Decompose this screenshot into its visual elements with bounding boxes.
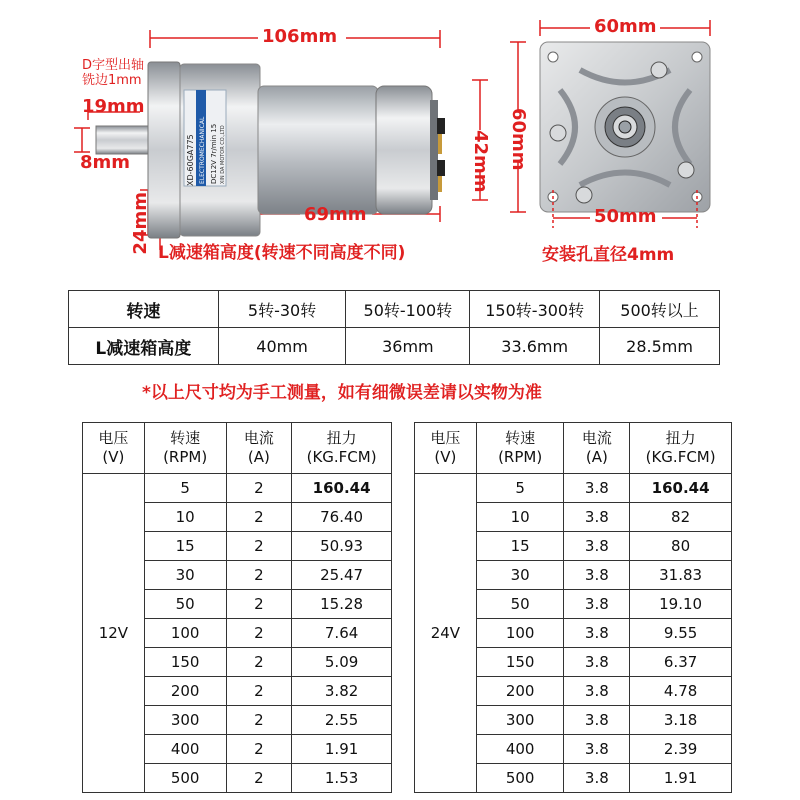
header-speed: 转速 (RPM) (144, 423, 226, 474)
rpm-cell: 10 (476, 503, 564, 532)
rpm-cell: 300 (144, 706, 226, 735)
current-cell: 2 (226, 532, 292, 561)
dim-motor-diameter: 42mm (470, 130, 491, 193)
torque-cell: 2.55 (292, 706, 392, 735)
current-cell: 2 (226, 590, 292, 619)
table-row (69, 291, 720, 328)
current-cell: 2 (226, 706, 292, 735)
current-cell: 3.8 (564, 735, 630, 764)
table-header-row (83, 423, 392, 474)
spec-table-24v (414, 422, 732, 793)
screw-icon (678, 162, 694, 178)
label-model-text: XD-60GA775 (186, 134, 195, 186)
rpm-cell: 50 (144, 590, 226, 619)
torque-cell: 4.78 (630, 677, 732, 706)
current-cell: 2 (226, 561, 292, 590)
rpm-cell: 150 (144, 648, 226, 677)
rpm-cell: 30 (476, 561, 564, 590)
motor-terminal (437, 118, 445, 134)
hole-diameter-note: 安装孔直径4mm (542, 245, 675, 265)
torque-cell: 2.39 (630, 735, 732, 764)
current-cell: 3.8 (564, 706, 630, 735)
rpm-cell: 10 (144, 503, 226, 532)
motor-can (258, 86, 378, 214)
torque-cell: 3.18 (630, 706, 732, 735)
height-cell: 33.6mm (470, 328, 600, 365)
current-cell: 2 (226, 503, 292, 532)
dim-total-length: 106mm (262, 26, 338, 47)
current-cell: 3.8 (564, 474, 630, 503)
shaft-note-line1: D字型出轴 (82, 58, 145, 73)
current-cell: 2 (226, 619, 292, 648)
dim-shaft-diameter: 8mm (80, 152, 131, 173)
dim-motor-length: 69mm (304, 204, 367, 225)
current-cell: 3.8 (564, 677, 630, 706)
dim-plate-width: 60mm (594, 16, 657, 37)
shaft-note (82, 58, 144, 88)
dim-plate-height: 60mm (508, 108, 529, 171)
header-speed: 转速 (RPM) (476, 423, 564, 474)
speed-range-cell: 500转以上 (600, 291, 720, 328)
speed-range-cell: 5转-30转 (218, 291, 346, 328)
rpm-cell: 500 (144, 764, 226, 793)
torque-cell: 7.64 (292, 619, 392, 648)
torque-cell: 19.10 (630, 590, 732, 619)
rpm-cell: 500 (476, 764, 564, 793)
current-cell: 2 (226, 677, 292, 706)
table-header-row (415, 423, 732, 474)
torque-cell: 25.47 (292, 561, 392, 590)
header-current: 电流 (A) (564, 423, 630, 474)
rpm-cell: 50 (476, 590, 564, 619)
label-brand-text: ELECTROMECHANICAL (199, 116, 206, 184)
torque-cell: 76.40 (292, 503, 392, 532)
motor-shaft (96, 126, 148, 154)
height-cell: 40mm (218, 328, 346, 365)
current-cell: 2 (226, 735, 292, 764)
header-voltage: 电压 (V) (83, 423, 145, 474)
torque-cell: 160.44 (630, 474, 732, 503)
header-torque: 扭力 (KG.FCM) (292, 423, 392, 474)
torque-cell: 1.91 (292, 735, 392, 764)
screw-icon (651, 62, 667, 78)
screw-icon (550, 125, 566, 141)
torque-cell: 82 (630, 503, 732, 532)
rpm-cell: 200 (144, 677, 226, 706)
torque-cell: 160.44 (292, 474, 392, 503)
header-current: 电流 (A) (226, 423, 292, 474)
current-cell: 2 (226, 474, 292, 503)
current-cell: 3.8 (564, 590, 630, 619)
rpm-cell: 100 (144, 619, 226, 648)
torque-cell: 50.93 (292, 532, 392, 561)
label-company-text: XIN DA MOTOR CO.,LTD (220, 125, 226, 184)
rpm-cell: 5 (476, 474, 564, 503)
mounting-hole (692, 52, 702, 62)
table-row (69, 328, 720, 365)
motor-end-cap (376, 86, 432, 214)
height-cell: 28.5mm (600, 328, 720, 365)
speed-range-cell: 150转-300转 (470, 291, 600, 328)
header-torque: 扭力 (KG.FCM) (630, 423, 732, 474)
torque-cell: 9.55 (630, 619, 732, 648)
height-cell: 36mm (346, 328, 470, 365)
current-cell: 3.8 (564, 561, 630, 590)
torque-cell: 6.37 (630, 648, 732, 677)
current-cell: 2 (226, 648, 292, 677)
current-cell: 3.8 (564, 503, 630, 532)
rpm-cell: 400 (476, 735, 564, 764)
rpm-cell: 5 (144, 474, 226, 503)
shaft-end-icon (619, 121, 631, 133)
rpm-cell: 400 (144, 735, 226, 764)
torque-cell: 15.28 (292, 590, 392, 619)
motor-terminal (437, 160, 445, 176)
rpm-cell: 300 (476, 706, 564, 735)
torque-cell: 80 (630, 532, 732, 561)
rpm-cell: 150 (476, 648, 564, 677)
rpm-cell: 200 (476, 677, 564, 706)
dim-gearbox-height: 24mm (130, 192, 151, 255)
row-label-speed: 转速 (69, 291, 219, 328)
screw-icon (576, 187, 592, 203)
torque-cell: 1.53 (292, 764, 392, 793)
spec-table-12v (82, 422, 392, 793)
current-cell: 3.8 (564, 764, 630, 793)
torque-cell: 1.91 (630, 764, 732, 793)
rpm-cell: 15 (144, 532, 226, 561)
rpm-cell: 15 (476, 532, 564, 561)
shaft-note-line2: 铣边1mm (82, 73, 142, 88)
mounting-hole (548, 52, 558, 62)
speed-range-cell: 50转-100转 (346, 291, 470, 328)
torque-cell: 5.09 (292, 648, 392, 677)
table-row (415, 474, 732, 503)
dim-hole-spacing: 50mm (594, 206, 657, 227)
current-cell: 2 (226, 764, 292, 793)
measurement-note: *以上尺寸均为手工测量，如有细微误差请以实物为准 (142, 383, 542, 403)
current-cell: 3.8 (564, 648, 630, 677)
rpm-cell: 100 (476, 619, 564, 648)
rpm-cell: 30 (144, 561, 226, 590)
dim-shaft-length: 19mm (82, 96, 145, 117)
row-label-gearbox-height: L减速箱高度 (69, 328, 219, 365)
torque-cell: 3.82 (292, 677, 392, 706)
header-voltage: 电压 (V) (415, 423, 477, 474)
mounting-plate (540, 42, 710, 212)
torque-cell: 31.83 (630, 561, 732, 590)
voltage-cell: 12V (83, 474, 145, 793)
table-row (83, 474, 392, 503)
gearbox-height-label: L减速箱高度(转速不同高度不同) (158, 243, 406, 263)
label-spec-text: DC12V 7r/min 15 (210, 123, 218, 184)
voltage-cell: 24V (415, 474, 477, 793)
gearbox-flange (148, 62, 180, 238)
current-cell: 3.8 (564, 619, 630, 648)
gearbox-height-table (68, 290, 720, 365)
current-cell: 3.8 (564, 532, 630, 561)
